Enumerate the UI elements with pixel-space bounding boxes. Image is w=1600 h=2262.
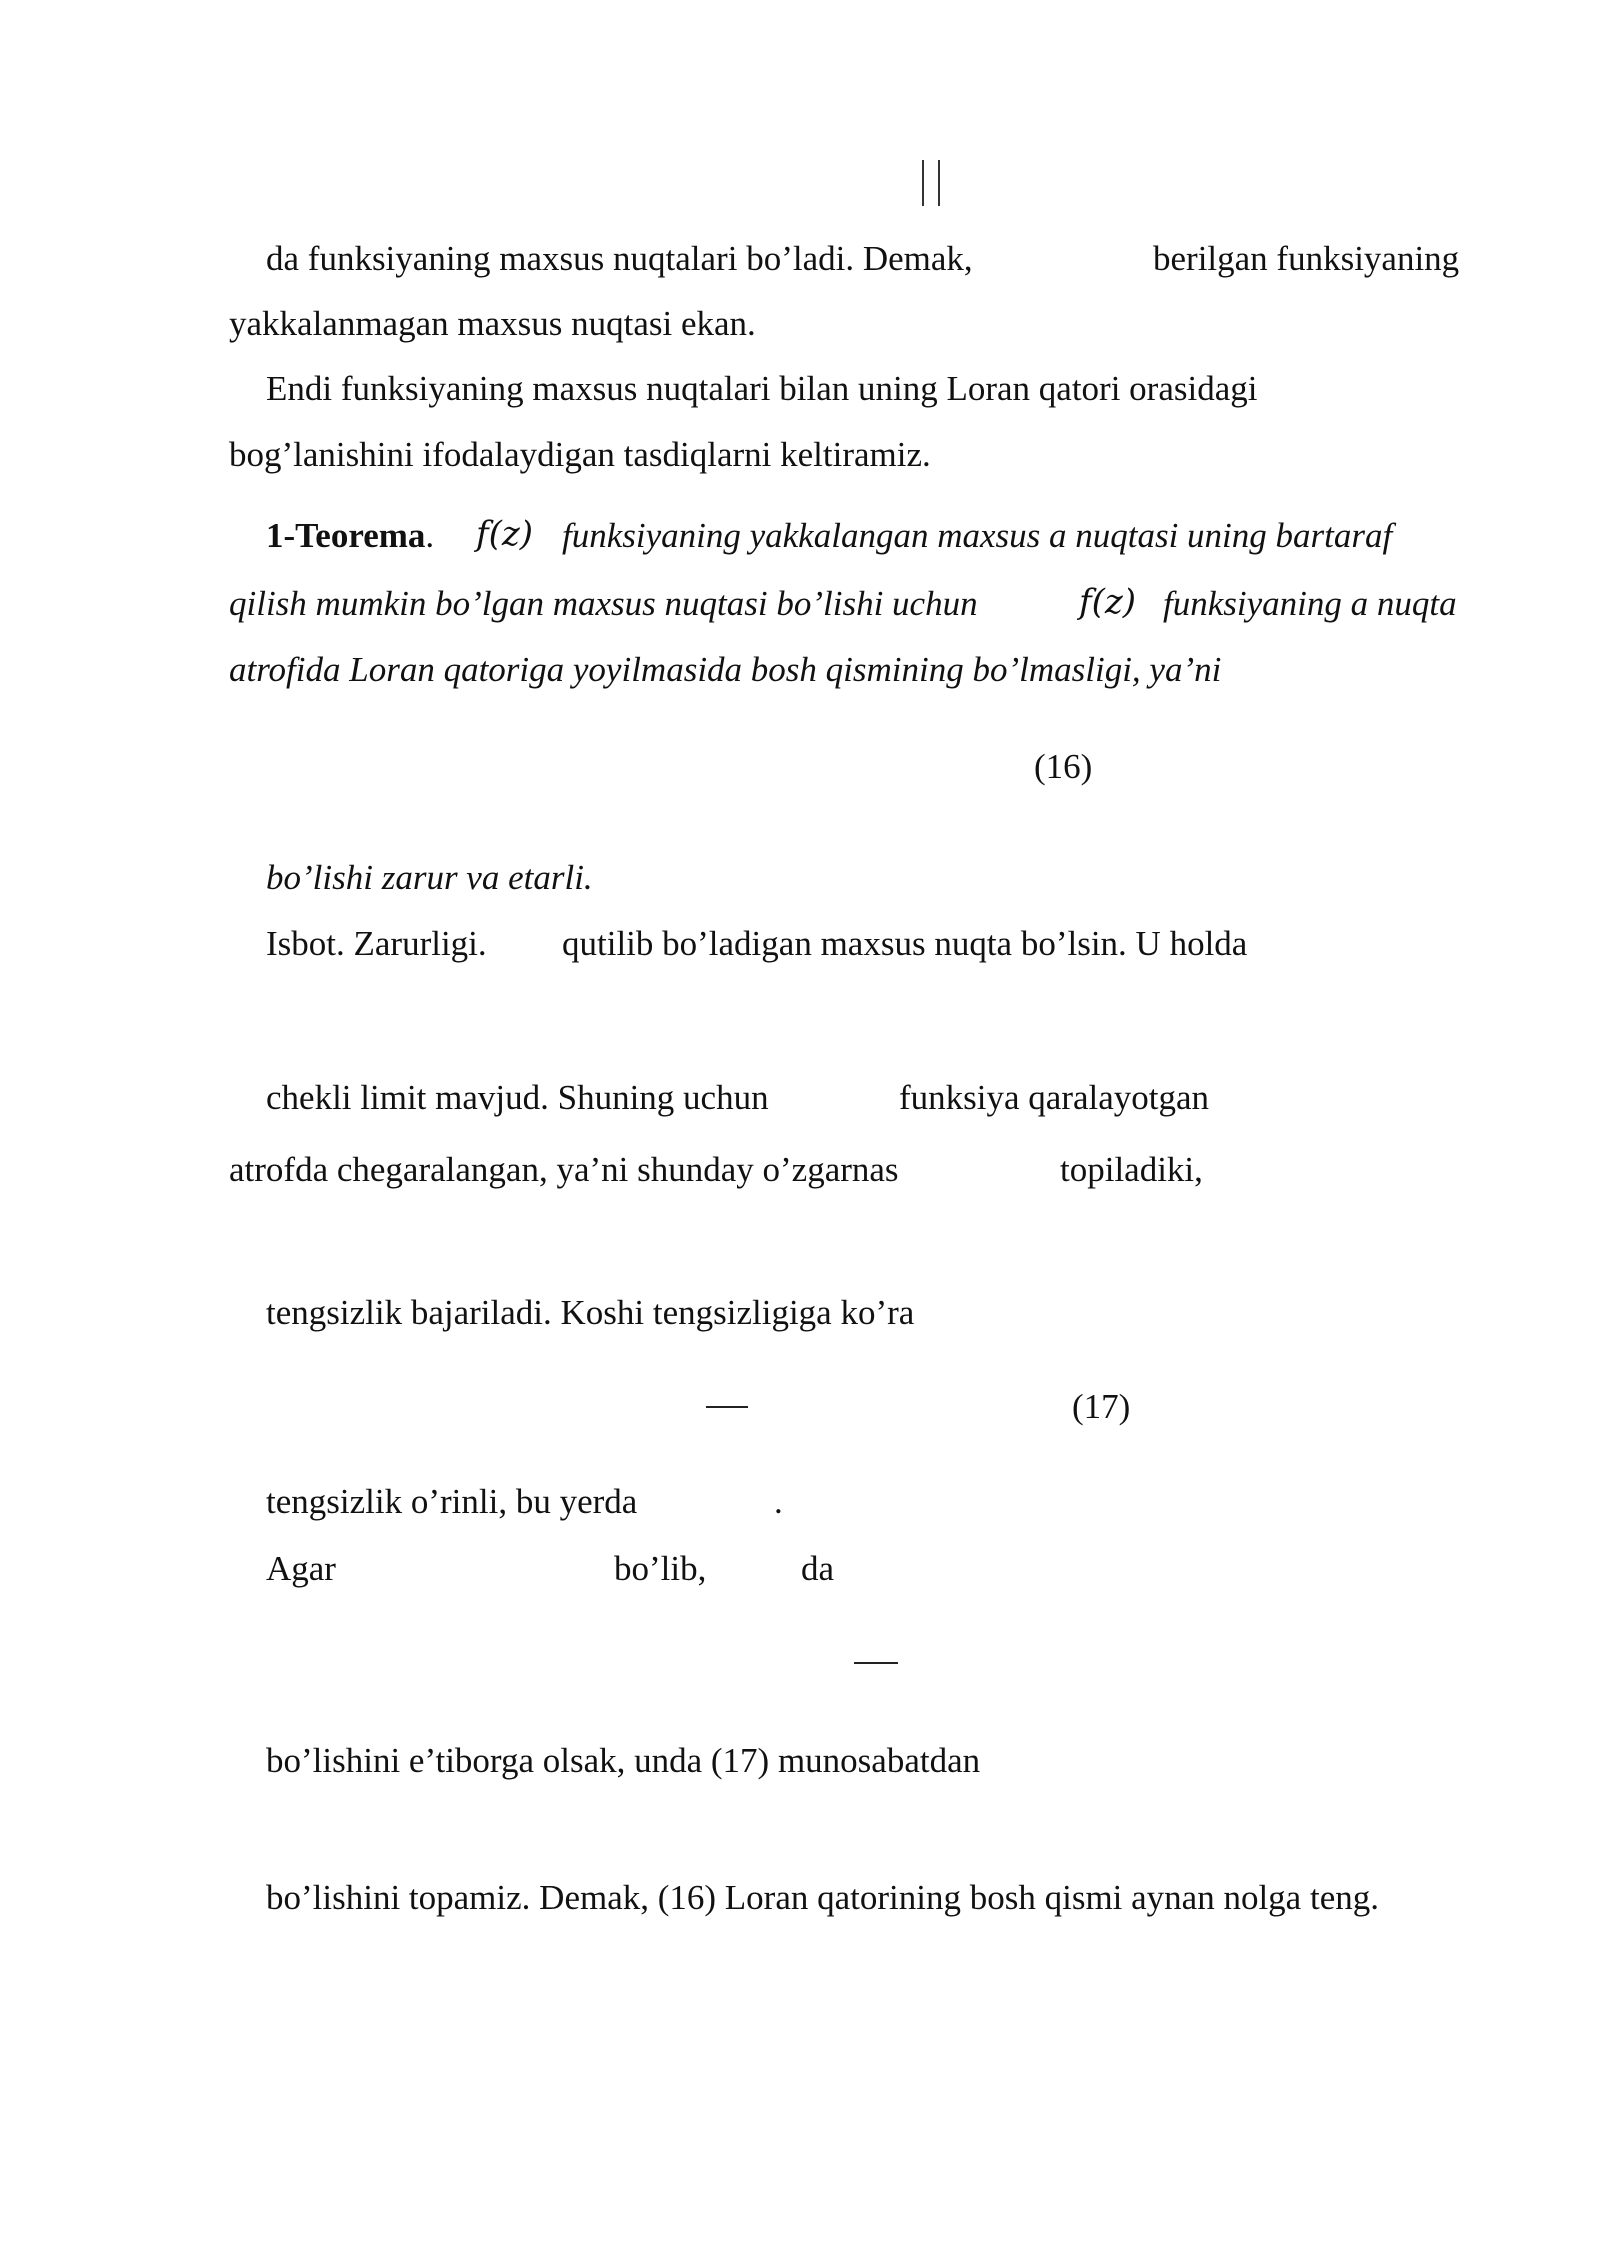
bar-right <box>938 160 940 206</box>
proof-chekli-left: chekli limit mavjud. Shuning uchun <box>266 1078 769 1117</box>
para1-line1-left: da funksiyaning maxsus nuqtalari bo’ladi. Demak, <box>266 239 973 278</box>
proof-bolib: bo’lib, <box>614 1549 707 1588</box>
para2-line1: Endi funksiyaning maxsus nuqtalari bilan uning Loran qatori orasidagi <box>266 369 1258 408</box>
proof-tengsizlik-orinli: tengsizlik o’rinli, bu yerda <box>266 1482 638 1521</box>
sentence-period: . <box>774 1482 783 1521</box>
para2-line2: bog’lanishini ifodalaydigan tasdiqlarni keltiramiz. <box>229 435 931 474</box>
fz-symbol-1: f(z) <box>476 514 534 554</box>
theorem-line2-left: qilish mumkin bo’lgan maxsus nuqtasi bo’lishi uchun <box>229 584 978 623</box>
fraction-bar-2 <box>854 1662 898 1664</box>
theorem-label-punct: . <box>425 516 435 555</box>
theorem-label: 1-Teorema <box>266 516 426 555</box>
proof-line1-rest: qutilib bo’ladigan maxsus nuqta bo’lsin. U holda <box>562 924 1248 963</box>
proof-tengsizlik-bajariladi: tengsizlik bajariladi. Koshi tengsizligiga ko’ra <box>266 1293 915 1332</box>
theorem-conclusion: bo’lishi zarur va etarli. <box>266 858 593 897</box>
para1-line1-right: berilgan funksiyaning <box>1153 239 1460 278</box>
proof-heading: Isbot. Zarurligi. <box>266 924 487 963</box>
proof-agar: Agar <box>266 1549 336 1588</box>
theorem-line1-rest: funksiyaning yakkalangan maxsus a nuqtasi uning bartaraf <box>562 516 1393 555</box>
proof-chekli-right: funksiya qaralayotgan <box>899 1078 1210 1117</box>
bar-left <box>922 160 924 206</box>
fz-symbol-2: f(z) <box>1079 582 1137 622</box>
proof-final: bo’lishini topamiz. Demak, (16) Loran qatorining bosh qismi aynan nolga teng. <box>266 1878 1379 1917</box>
para1-line2: yakkalanmagan maxsus nuqtasi ekan. <box>229 304 756 343</box>
theorem-heading <box>266 514 434 558</box>
proof-atrofda-right: topiladiki, <box>1060 1150 1203 1189</box>
fraction-bar-1 <box>706 1406 748 1408</box>
proof-atrofda-left: atrofda chegaralangan, ya’ni shunday o’zgarnas <box>229 1150 899 1189</box>
proof-da: da <box>801 1549 835 1588</box>
theorem-line2-right: funksiyaning a nuqta <box>1163 584 1457 623</box>
equation-number-16: (16) <box>1034 747 1093 786</box>
equation-number-17: (17) <box>1072 1387 1131 1426</box>
theorem-line3: atrofida Loran qatoriga yoyilmasida bosh qismining bo’lmasligi, ya’ni <box>229 650 1222 689</box>
absolute-value-bars <box>918 160 948 206</box>
proof-etiborga: bo’lishini e’tiborga olsak, unda (17) munosabatdan <box>266 1741 981 1780</box>
